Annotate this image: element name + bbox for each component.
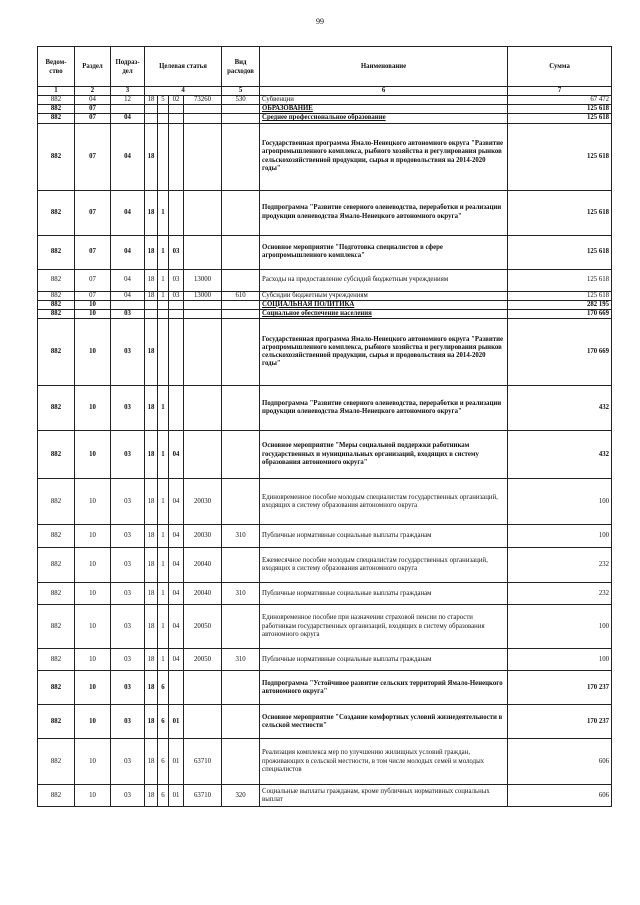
cell-name: Реализация комплекса мер по улучшению жилищных условий граждан, проживающих в сельской местности, в том числе молодых семей и молодых специалистов xyxy=(260,739,508,785)
cell-target-program xyxy=(145,105,158,114)
cell-name: Публичные нормативные социальные выплаты гражданам xyxy=(260,649,508,671)
cell-expense-type xyxy=(222,739,260,785)
cell-target-event xyxy=(169,386,184,431)
cell-podrazdel: 03 xyxy=(111,785,145,807)
cell-podrazdel: 03 xyxy=(111,310,145,319)
cell-expense-type: 530 xyxy=(222,96,260,105)
cell-vedomstvo: 882 xyxy=(38,548,75,583)
table-row xyxy=(38,114,612,123)
cell-sum: 232 xyxy=(508,548,612,583)
table-row xyxy=(38,548,612,583)
cell-target-direction xyxy=(184,123,222,190)
cell-target-program: 18 xyxy=(145,269,158,291)
cell-target-direction xyxy=(184,235,222,269)
cell-target-event xyxy=(169,671,184,705)
table-row xyxy=(38,123,612,190)
cell-expense-type xyxy=(222,310,260,319)
cell-razdel: 07 xyxy=(75,269,111,291)
cell-target-direction: 63710 xyxy=(184,739,222,785)
cell-name: Субвенции xyxy=(260,96,508,105)
cell-razdel: 04 xyxy=(75,96,111,105)
cell-target-program: 18 xyxy=(145,235,158,269)
cell-podrazdel: 03 xyxy=(111,431,145,479)
cell-razdel: 10 xyxy=(75,310,111,319)
header-vedomstvo: Ведом-ство xyxy=(38,47,75,87)
table-row xyxy=(38,235,612,269)
index-cell: 5 xyxy=(222,87,260,96)
cell-target-subprogram xyxy=(158,114,169,123)
cell-target-subprogram xyxy=(158,310,169,319)
cell-name: Публичные нормативные социальные выплаты гражданам xyxy=(260,525,508,548)
cell-expense-type xyxy=(222,479,260,525)
cell-target-event: 04 xyxy=(169,605,184,649)
cell-podrazdel xyxy=(111,105,145,114)
cell-razdel: 07 xyxy=(75,105,111,114)
cell-sum: 232 xyxy=(508,583,612,605)
cell-target-direction xyxy=(184,431,222,479)
cell-target-event xyxy=(169,190,184,235)
cell-razdel: 10 xyxy=(75,525,111,548)
cell-podrazdel: 04 xyxy=(111,235,145,269)
cell-vedomstvo: 882 xyxy=(38,190,75,235)
cell-sum: 170 237 xyxy=(508,705,612,739)
cell-vedomstvo: 882 xyxy=(38,310,75,319)
cell-razdel: 10 xyxy=(75,705,111,739)
index-cell: 7 xyxy=(508,87,612,96)
cell-sum: 100 xyxy=(508,605,612,649)
cell-podrazdel: 04 xyxy=(111,114,145,123)
cell-target-subprogram: 5 xyxy=(158,96,169,105)
cell-target-direction: 20030 xyxy=(184,479,222,525)
table-row xyxy=(38,671,612,705)
cell-target-event: 04 xyxy=(169,479,184,525)
cell-name: Государственная программа Ямало-Ненецкого автономного округа "Развитие агропромышленного комплекса, рыбного хозяйства и регулирования рынков сельскохозяйственной продукции, сырья и продовольствия на 2014-2020 годы" xyxy=(260,319,508,386)
cell-name: Социальное обеспечение населения xyxy=(260,310,508,319)
cell-sum: 100 xyxy=(508,525,612,548)
cell-vedomstvo: 882 xyxy=(38,739,75,785)
cell-target-subprogram: 1 xyxy=(158,605,169,649)
cell-expense-type xyxy=(222,319,260,386)
cell-podrazdel: 03 xyxy=(111,649,145,671)
table-row xyxy=(38,705,612,739)
cell-target-event: 04 xyxy=(169,431,184,479)
cell-target-subprogram: 1 xyxy=(158,291,169,300)
cell-target-direction: 13000 xyxy=(184,291,222,300)
cell-podrazdel: 03 xyxy=(111,319,145,386)
cell-target-subprogram xyxy=(158,300,169,309)
cell-target-program: 18 xyxy=(145,431,158,479)
cell-razdel: 10 xyxy=(75,583,111,605)
header-sum: Сумма xyxy=(508,47,612,87)
cell-expense-type xyxy=(222,123,260,190)
cell-vedomstvo: 882 xyxy=(38,319,75,386)
cell-podrazdel: 03 xyxy=(111,386,145,431)
table-row xyxy=(38,96,612,105)
cell-target-direction: 63710 xyxy=(184,785,222,807)
cell-target-subprogram: 1 xyxy=(158,479,169,525)
cell-target-subprogram: 1 xyxy=(158,269,169,291)
cell-podrazdel: 04 xyxy=(111,291,145,300)
cell-target-program: 18 xyxy=(145,605,158,649)
cell-name: Единовременное пособие при назначении страховой пенсии по старости работникам государственных организаций, входящих в систему образования автономного округа xyxy=(260,605,508,649)
table-row xyxy=(38,310,612,319)
cell-target-direction: 20050 xyxy=(184,605,222,649)
cell-podrazdel: 03 xyxy=(111,705,145,739)
cell-podrazdel: 04 xyxy=(111,269,145,291)
table-row xyxy=(38,291,612,300)
cell-expense-type xyxy=(222,190,260,235)
cell-name: Подпрограмма "Развитие северного оленеводства, переработки и реализации продукции оленеводства Ямало-Ненецкого автономного округа" xyxy=(260,190,508,235)
cell-expense-type xyxy=(222,431,260,479)
cell-target-subprogram: 6 xyxy=(158,671,169,705)
cell-target-program: 18 xyxy=(145,785,158,807)
cell-target-program: 18 xyxy=(145,386,158,431)
cell-target-subprogram xyxy=(158,123,169,190)
cell-target-event: 04 xyxy=(169,548,184,583)
cell-vedomstvo: 882 xyxy=(38,525,75,548)
table-row xyxy=(38,479,612,525)
cell-podrazdel: 03 xyxy=(111,671,145,705)
cell-expense-type xyxy=(222,605,260,649)
cell-podrazdel: 03 xyxy=(111,605,145,649)
cell-name: Среднее профессиональное образование xyxy=(260,114,508,123)
cell-name: Основное мероприятие "Создание комфортных условий жизнедеятельности в сельской местности" xyxy=(260,705,508,739)
cell-target-subprogram xyxy=(158,105,169,114)
cell-target-direction: 20050 xyxy=(184,649,222,671)
index-cell: 4 xyxy=(145,87,222,96)
cell-name: ОБРАЗОВАНИЕ xyxy=(260,105,508,114)
cell-target-event: 02 xyxy=(169,96,184,105)
table-row xyxy=(38,785,612,807)
cell-name: Подпрограмма "Устойчивое развитие сельских территорий Ямало-Ненецкого автономного округа" xyxy=(260,671,508,705)
cell-target-program: 18 xyxy=(145,291,158,300)
header-podrazdel: Подраз-дел xyxy=(111,47,145,87)
cell-razdel: 07 xyxy=(75,190,111,235)
cell-sum: 125 618 xyxy=(508,190,612,235)
cell-name: Основное мероприятие "Меры социальной поддержки работникам государственных и муниципальных организаций, входящих в систему образования автономного округа" xyxy=(260,431,508,479)
cell-target-subprogram: 1 xyxy=(158,649,169,671)
cell-target-subprogram: 6 xyxy=(158,739,169,785)
cell-target-direction xyxy=(184,105,222,114)
cell-name: СОЦИАЛЬНАЯ ПОЛИТИКА xyxy=(260,300,508,309)
cell-target-subprogram: 1 xyxy=(158,548,169,583)
cell-razdel: 10 xyxy=(75,386,111,431)
cell-sum: 67 472 xyxy=(508,96,612,105)
cell-target-program: 18 xyxy=(145,96,158,105)
cell-sum: 432 xyxy=(508,386,612,431)
table-body xyxy=(38,96,612,807)
cell-sum: 100 xyxy=(508,649,612,671)
cell-target-event: 03 xyxy=(169,291,184,300)
cell-razdel: 10 xyxy=(75,319,111,386)
table-row xyxy=(38,605,612,649)
cell-target-direction: 20040 xyxy=(184,548,222,583)
table-row xyxy=(38,525,612,548)
cell-target-direction xyxy=(184,386,222,431)
cell-expense-type xyxy=(222,235,260,269)
cell-podrazdel: 12 xyxy=(111,96,145,105)
cell-sum: 170 237 xyxy=(508,671,612,705)
index-cell: 2 xyxy=(75,87,111,96)
cell-target-program: 18 xyxy=(145,479,158,525)
cell-podrazdel: 03 xyxy=(111,583,145,605)
cell-name: Расходы на предоставление субсидий бюджетным учреждениям xyxy=(260,269,508,291)
cell-vedomstvo: 882 xyxy=(38,605,75,649)
cell-expense-type: 610 xyxy=(222,291,260,300)
cell-target-program: 18 xyxy=(145,548,158,583)
header-razdel: Раздел xyxy=(75,47,111,87)
cell-target-direction: 73260 xyxy=(184,96,222,105)
cell-podrazdel: 04 xyxy=(111,190,145,235)
cell-razdel: 10 xyxy=(75,431,111,479)
cell-podrazdel: 03 xyxy=(111,739,145,785)
cell-expense-type xyxy=(222,671,260,705)
cell-target-program xyxy=(145,300,158,309)
cell-expense-type xyxy=(222,105,260,114)
cell-target-direction: 13000 xyxy=(184,269,222,291)
header-row xyxy=(38,47,612,87)
cell-sum: 170 669 xyxy=(508,310,612,319)
cell-target-event xyxy=(169,123,184,190)
cell-target-direction xyxy=(184,310,222,319)
cell-vedomstvo: 882 xyxy=(38,123,75,190)
cell-sum: 432 xyxy=(508,431,612,479)
cell-target-subprogram: 1 xyxy=(158,583,169,605)
cell-target-event: 04 xyxy=(169,525,184,548)
cell-expense-type xyxy=(222,114,260,123)
cell-expense-type xyxy=(222,300,260,309)
cell-target-direction xyxy=(184,190,222,235)
cell-expense-type xyxy=(222,386,260,431)
table-row xyxy=(38,105,612,114)
cell-sum: 282 195 xyxy=(508,300,612,309)
cell-target-event: 01 xyxy=(169,739,184,785)
table-row xyxy=(38,583,612,605)
cell-target-program: 18 xyxy=(145,123,158,190)
index-cell: 6 xyxy=(260,87,508,96)
cell-podrazdel xyxy=(111,300,145,309)
cell-razdel: 10 xyxy=(75,605,111,649)
header-vid: Вид расходов xyxy=(222,47,260,87)
cell-razdel: 10 xyxy=(75,649,111,671)
cell-razdel: 10 xyxy=(75,548,111,583)
cell-target-subprogram xyxy=(158,319,169,386)
cell-target-program xyxy=(145,310,158,319)
cell-name: Субсидии бюджетным учреждениям xyxy=(260,291,508,300)
cell-target-event: 01 xyxy=(169,705,184,739)
cell-expense-type: 310 xyxy=(222,649,260,671)
cell-expense-type xyxy=(222,548,260,583)
cell-target-subprogram: 1 xyxy=(158,386,169,431)
cell-target-event: 01 xyxy=(169,785,184,807)
cell-expense-type: 310 xyxy=(222,583,260,605)
column-index-row xyxy=(38,87,612,96)
cell-target-subprogram: 1 xyxy=(158,190,169,235)
cell-target-subprogram: 1 xyxy=(158,525,169,548)
cell-vedomstvo: 882 xyxy=(38,114,75,123)
table-row xyxy=(38,319,612,386)
cell-target-program: 18 xyxy=(145,190,158,235)
cell-expense-type: 310 xyxy=(222,525,260,548)
cell-vedomstvo: 882 xyxy=(38,291,75,300)
cell-sum: 606 xyxy=(508,785,612,807)
cell-target-program: 18 xyxy=(145,319,158,386)
table-row xyxy=(38,190,612,235)
cell-razdel: 07 xyxy=(75,291,111,300)
cell-vedomstvo: 882 xyxy=(38,705,75,739)
cell-sum: 170 669 xyxy=(508,319,612,386)
cell-target-program: 18 xyxy=(145,649,158,671)
table-row xyxy=(38,300,612,309)
cell-razdel: 07 xyxy=(75,123,111,190)
cell-vedomstvo: 882 xyxy=(38,649,75,671)
cell-vedomstvo: 882 xyxy=(38,300,75,309)
cell-sum: 125 618 xyxy=(508,235,612,269)
cell-podrazdel: 03 xyxy=(111,479,145,525)
cell-target-program: 18 xyxy=(145,739,158,785)
cell-target-direction xyxy=(184,671,222,705)
cell-vedomstvo: 882 xyxy=(38,431,75,479)
cell-razdel: 07 xyxy=(75,235,111,269)
cell-target-subprogram: 1 xyxy=(158,235,169,269)
cell-name: Единовременное пособие молодым специалистам государственных организаций, входящих в систему образования автономного округа xyxy=(260,479,508,525)
page-number: 99 xyxy=(316,17,324,26)
cell-target-program: 18 xyxy=(145,671,158,705)
cell-expense-type xyxy=(222,705,260,739)
cell-target-event xyxy=(169,114,184,123)
table-row xyxy=(38,431,612,479)
cell-razdel: 10 xyxy=(75,785,111,807)
cell-target-program: 18 xyxy=(145,705,158,739)
cell-name: Публичные нормативные социальные выплаты гражданам xyxy=(260,583,508,605)
cell-target-subprogram: 6 xyxy=(158,705,169,739)
cell-name: Ежемесячное пособие молодым специалистам государственных организаций, входящих в систему образования автономного округа xyxy=(260,548,508,583)
cell-target-direction: 20030 xyxy=(184,525,222,548)
cell-target-event: 04 xyxy=(169,649,184,671)
index-cell: 3 xyxy=(111,87,145,96)
cell-sum: 125 618 xyxy=(508,123,612,190)
cell-target-event: 03 xyxy=(169,269,184,291)
index-cell: 1 xyxy=(38,87,75,96)
header-target: Целевая статья xyxy=(145,47,222,87)
cell-sum: 125 618 xyxy=(508,269,612,291)
cell-target-event: 03 xyxy=(169,235,184,269)
cell-name: Государственная программа Ямало-Ненецкого автономного округа "Развитие агропромышленного комплекса, рыбного хозяйства и регулирования рынков сельскохозяйственной продукции, сырья и продовольствия на 2014-2020 годы" xyxy=(260,123,508,190)
cell-sum: 100 xyxy=(508,479,612,525)
cell-name: Социальные выплаты гражданам, кроме публичных нормативных социальных выплат xyxy=(260,785,508,807)
cell-sum: 125 618 xyxy=(508,105,612,114)
cell-target-event xyxy=(169,319,184,386)
budget-table xyxy=(37,46,612,807)
cell-vedomstvo: 882 xyxy=(38,479,75,525)
cell-name: Подпрограмма "Развитие северного оленеводства, переработки и реализации продукции оленеводства Ямало-Ненецкого автономного округа" xyxy=(260,386,508,431)
cell-razdel: 10 xyxy=(75,739,111,785)
cell-expense-type: 320 xyxy=(222,785,260,807)
table-row xyxy=(38,739,612,785)
table-row xyxy=(38,649,612,671)
cell-vedomstvo: 882 xyxy=(38,96,75,105)
cell-vedomstvo: 882 xyxy=(38,386,75,431)
cell-razdel: 10 xyxy=(75,479,111,525)
cell-target-direction: 20040 xyxy=(184,583,222,605)
cell-vedomstvo: 882 xyxy=(38,671,75,705)
cell-name: Основное мероприятие "Подготовка специалистов в сфере агропромышленного комплекса" xyxy=(260,235,508,269)
cell-target-program: 18 xyxy=(145,525,158,548)
table-row xyxy=(38,269,612,291)
cell-target-direction xyxy=(184,319,222,386)
header-name: Наименование xyxy=(260,47,508,87)
cell-podrazdel: 04 xyxy=(111,123,145,190)
cell-vedomstvo: 882 xyxy=(38,583,75,605)
cell-target-event xyxy=(169,300,184,309)
cell-target-event: 04 xyxy=(169,583,184,605)
cell-target-event xyxy=(169,105,184,114)
cell-target-subprogram: 6 xyxy=(158,785,169,807)
cell-sum: 125 618 xyxy=(508,114,612,123)
table-row xyxy=(38,386,612,431)
cell-target-program: 18 xyxy=(145,583,158,605)
cell-sum: 606 xyxy=(508,739,612,785)
cell-razdel: 07 xyxy=(75,114,111,123)
cell-target-program xyxy=(145,114,158,123)
cell-target-direction xyxy=(184,705,222,739)
cell-vedomstvo: 882 xyxy=(38,785,75,807)
cell-razdel: 10 xyxy=(75,300,111,309)
cell-vedomstvo: 882 xyxy=(38,235,75,269)
cell-target-subprogram: 1 xyxy=(158,431,169,479)
cell-target-direction xyxy=(184,114,222,123)
cell-podrazdel: 03 xyxy=(111,548,145,583)
cell-vedomstvo: 882 xyxy=(38,105,75,114)
cell-target-direction xyxy=(184,300,222,309)
cell-razdel: 10 xyxy=(75,671,111,705)
cell-target-event xyxy=(169,310,184,319)
cell-podrazdel: 03 xyxy=(111,525,145,548)
cell-vedomstvo: 882 xyxy=(38,269,75,291)
cell-sum: 125 618 xyxy=(508,291,612,300)
cell-expense-type xyxy=(222,269,260,291)
